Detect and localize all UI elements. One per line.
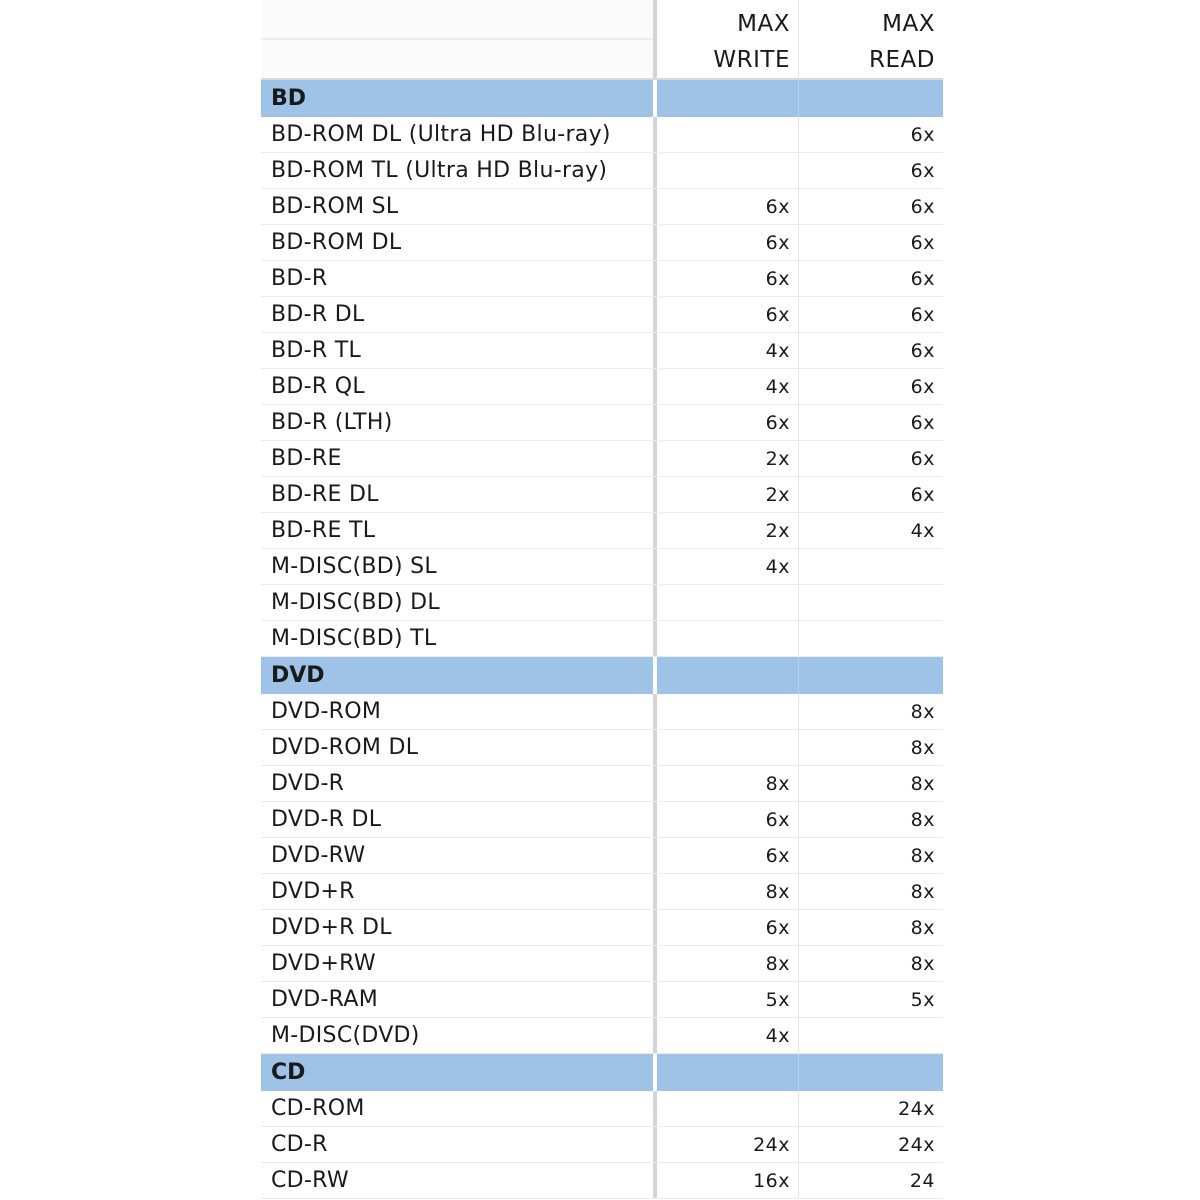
group-header-row	[261, 657, 943, 694]
table-row	[261, 369, 943, 405]
max-write-cell: 6x	[657, 297, 799, 332]
media-cell: DVD-ROM	[261, 694, 657, 729]
max-write-cell	[657, 153, 799, 188]
media-cell: BD-ROM DL (Ultra HD Blu-ray)	[261, 117, 657, 152]
max-write-header-line1: MAX	[737, 11, 790, 37]
max-read-cell: 24	[909, 1170, 935, 1192]
max-read-cell: 8x	[910, 917, 935, 939]
media-cell: CD-ROM	[261, 1091, 657, 1126]
max-read-header-line1: MAX	[882, 11, 935, 37]
max-write-cell	[657, 694, 799, 729]
max-read-cell: 24x	[898, 1098, 935, 1120]
table-row	[261, 694, 943, 730]
table-row	[261, 513, 943, 549]
media-cell: BD-ROM TL (Ultra HD Blu-ray)	[261, 153, 657, 188]
max-read-cell: 6x	[910, 412, 935, 434]
max-write-cell: 24x	[657, 1127, 799, 1162]
max-write-cell: 6x	[657, 189, 799, 224]
media-cell: BD-R	[261, 261, 657, 296]
table-body	[261, 80, 943, 1199]
group-write-cell	[657, 1054, 799, 1091]
table-row	[261, 297, 943, 333]
table-row	[261, 549, 943, 585]
table-row	[261, 730, 943, 766]
max-write-cell: 4x	[657, 1018, 799, 1053]
max-read-cell: 24x	[898, 1134, 935, 1156]
max-write-cell: 6x	[657, 910, 799, 945]
max-read-cell: 8x	[910, 809, 935, 831]
max-read-cell: 8x	[910, 773, 935, 795]
table-row	[261, 261, 943, 297]
media-cell: BD-RE TL	[261, 513, 657, 548]
max-write-cell: 6x	[657, 838, 799, 873]
max-write-header-line2: WRITE	[713, 47, 790, 73]
media-cell: DVD-RW	[261, 838, 657, 873]
max-write-cell	[657, 117, 799, 152]
media-cell: M-DISC(BD) TL	[261, 621, 657, 656]
group-label: BD	[261, 80, 657, 117]
max-write-cell: 6x	[657, 261, 799, 296]
table-row	[261, 838, 943, 874]
table-row	[261, 802, 943, 838]
max-read-cell: 6x	[910, 340, 935, 362]
media-cell: DVD+R	[261, 874, 657, 909]
group-read-cell	[799, 1054, 943, 1091]
media-cell: CD-R	[261, 1127, 657, 1162]
header-row	[261, 0, 943, 80]
max-read-cell: 6x	[910, 304, 935, 326]
table-row	[261, 946, 943, 982]
max-read-cell	[799, 1018, 943, 1053]
media-speed-table	[261, 0, 943, 1199]
group-label: DVD	[261, 657, 657, 694]
media-cell: BD-R QL	[261, 369, 657, 404]
group-label: CD	[261, 1054, 657, 1091]
max-write-cell: 4x	[657, 549, 799, 584]
media-cell: CD-RW	[261, 1163, 657, 1198]
max-read-cell: 6x	[910, 160, 935, 182]
group-write-cell	[657, 657, 799, 694]
max-read-cell: 8x	[910, 737, 935, 759]
max-write-cell: 6x	[657, 405, 799, 440]
max-read-cell: 6x	[910, 484, 935, 506]
table-row	[261, 1018, 943, 1054]
max-write-cell: 8x	[657, 946, 799, 981]
max-read-cell: 8x	[910, 845, 935, 867]
media-cell: DVD-R DL	[261, 802, 657, 837]
table-row	[261, 1127, 943, 1163]
group-write-cell	[657, 80, 799, 117]
max-write-cell: 8x	[657, 766, 799, 801]
max-write-cell: 2x	[657, 441, 799, 476]
table-row	[261, 1091, 943, 1127]
media-cell: BD-RE DL	[261, 477, 657, 512]
max-write-cell	[657, 1091, 799, 1126]
table-row	[261, 621, 943, 657]
max-write-cell: 6x	[657, 802, 799, 837]
max-write-cell: 2x	[657, 513, 799, 548]
group-header-row	[261, 80, 943, 117]
max-read-cell	[799, 585, 943, 620]
media-cell: DVD-R	[261, 766, 657, 801]
table-row	[261, 153, 943, 189]
max-read-cell	[799, 549, 943, 584]
table-row	[261, 333, 943, 369]
table-row	[261, 441, 943, 477]
table-row	[261, 585, 943, 621]
media-column-header	[261, 0, 657, 78]
max-read-cell: 6x	[910, 448, 935, 470]
max-read-cell: 6x	[910, 268, 935, 290]
media-cell: M-DISC(BD) DL	[261, 585, 657, 620]
max-read-cell: 6x	[910, 232, 935, 254]
max-read-cell: 6x	[910, 376, 935, 398]
media-cell: DVD-ROM DL	[261, 730, 657, 765]
media-cell: BD-R (LTH)	[261, 405, 657, 440]
media-cell: BD-ROM SL	[261, 189, 657, 224]
max-write-cell: 16x	[657, 1163, 799, 1198]
table-row	[261, 405, 943, 441]
table-row	[261, 766, 943, 802]
max-read-cell	[799, 621, 943, 656]
media-cell: DVD+R DL	[261, 910, 657, 945]
max-write-cell: 6x	[657, 225, 799, 260]
max-write-cell: 4x	[657, 369, 799, 404]
max-read-cell: 8x	[910, 953, 935, 975]
group-read-cell	[799, 657, 943, 694]
max-write-cell	[657, 730, 799, 765]
max-write-header	[657, 0, 799, 78]
max-write-cell: 5x	[657, 982, 799, 1017]
max-write-cell	[657, 585, 799, 620]
media-cell: BD-R TL	[261, 333, 657, 368]
max-write-cell: 2x	[657, 477, 799, 512]
media-cell: BD-ROM DL	[261, 225, 657, 260]
max-read-cell: 8x	[910, 881, 935, 903]
group-header-row	[261, 1054, 943, 1091]
max-read-cell: 5x	[910, 989, 935, 1011]
max-read-cell: 8x	[910, 701, 935, 723]
max-read-cell: 6x	[910, 196, 935, 218]
max-write-cell: 8x	[657, 874, 799, 909]
table-row	[261, 874, 943, 910]
table-row	[261, 477, 943, 513]
group-read-cell	[799, 80, 943, 117]
table-row	[261, 1163, 943, 1199]
max-read-header-line2: READ	[869, 47, 935, 73]
max-write-cell	[657, 621, 799, 656]
table-row	[261, 117, 943, 153]
media-cell: M-DISC(BD) SL	[261, 549, 657, 584]
media-cell: DVD+RW	[261, 946, 657, 981]
media-cell: DVD-RAM	[261, 982, 657, 1017]
max-read-cell: 6x	[910, 124, 935, 146]
max-write-cell: 4x	[657, 333, 799, 368]
table-row	[261, 910, 943, 946]
media-cell: M-DISC(DVD)	[261, 1018, 657, 1053]
media-cell: BD-R DL	[261, 297, 657, 332]
table-row	[261, 982, 943, 1018]
max-read-cell: 4x	[910, 520, 935, 542]
table-row	[261, 225, 943, 261]
max-read-header	[799, 0, 943, 78]
table-row	[261, 189, 943, 225]
media-cell: BD-RE	[261, 441, 657, 476]
